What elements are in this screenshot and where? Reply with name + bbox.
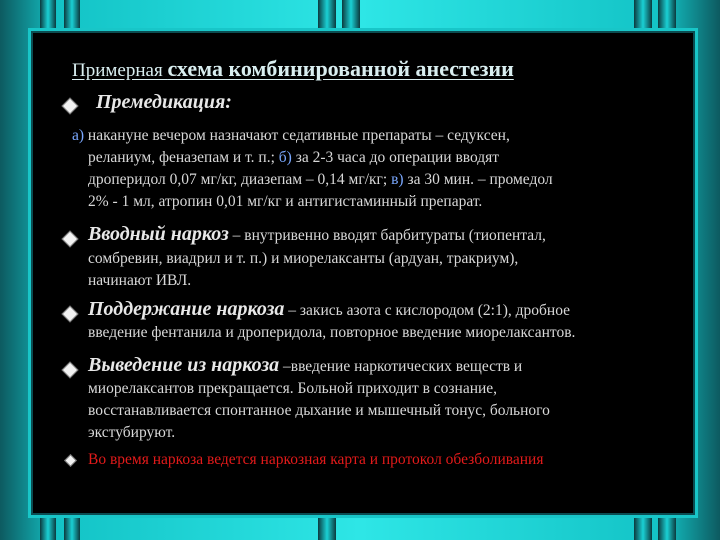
premed-line4: 2% - 1 мл, атропин 0,01 мг/кг и антигистаминный препарат.	[88, 193, 483, 210]
heading-maintenance	[88, 298, 570, 321]
premed-line2-text-a: реланиум, феназепам и т. п.;	[88, 149, 279, 166]
premed-line2-text-c: за 2-3 часа до операции вводят	[291, 149, 500, 166]
recovery-line3: восстанавливается спонтанное дыхание и мышечный тонус, больного	[88, 402, 550, 419]
title-part2: схема комбинированной анестезии	[167, 56, 514, 81]
recovery-line1: –введение наркотических веществ и	[279, 358, 523, 375]
induction-line1: – внутривенно вводят барбитураты (тиопентал,	[228, 227, 546, 244]
title-part1: Примерная	[72, 60, 168, 81]
premed-line2	[88, 147, 499, 169]
recovery-line4: экстубируют.	[88, 424, 176, 441]
premed-marker-a: а)	[72, 127, 85, 144]
induction-title: Вводный наркоз	[88, 223, 229, 245]
recovery-line2: миорелаксантов прекращается. Больной приходит в сознание,	[88, 380, 498, 397]
heading-recovery	[88, 354, 522, 377]
induction-line3: начинают ИВЛ.	[88, 272, 192, 289]
note-text: Во время наркоза ведется наркозная карта и протокол обезболивания	[88, 451, 544, 468]
maintenance-line2: введение фентанила и дроперидола, повторное введение миорелаксантов.	[88, 324, 576, 341]
recovery-title: Выведение из наркоза	[88, 354, 280, 376]
induction-line2: сомбревин, виадрил и т. п.) и миорелаксанты (ардуан, тракриум),	[88, 250, 519, 267]
premed-marker-b: б)	[278, 149, 292, 166]
maintenance-title: Поддержание наркоза	[88, 298, 285, 320]
premed-line3-text-a: дроперидол 0,07 мг/кг, диазепам – 0,14 мг/кг;	[88, 171, 392, 188]
heading-induction	[88, 223, 546, 246]
maintenance-line1: – закись азота с кислородом (2:1), дробное	[284, 302, 571, 319]
premed-line3	[88, 169, 553, 191]
premed-line1	[72, 125, 510, 147]
slide-title	[72, 56, 514, 82]
premed-line3-text-c: за 30 мин. – промедол	[403, 171, 553, 188]
heading-premed: Премедикация:	[96, 91, 232, 113]
premed-line1-text: накануне вечером назначают седативные препараты – седуксен,	[84, 127, 510, 144]
premed-marker-c: в)	[391, 171, 404, 188]
